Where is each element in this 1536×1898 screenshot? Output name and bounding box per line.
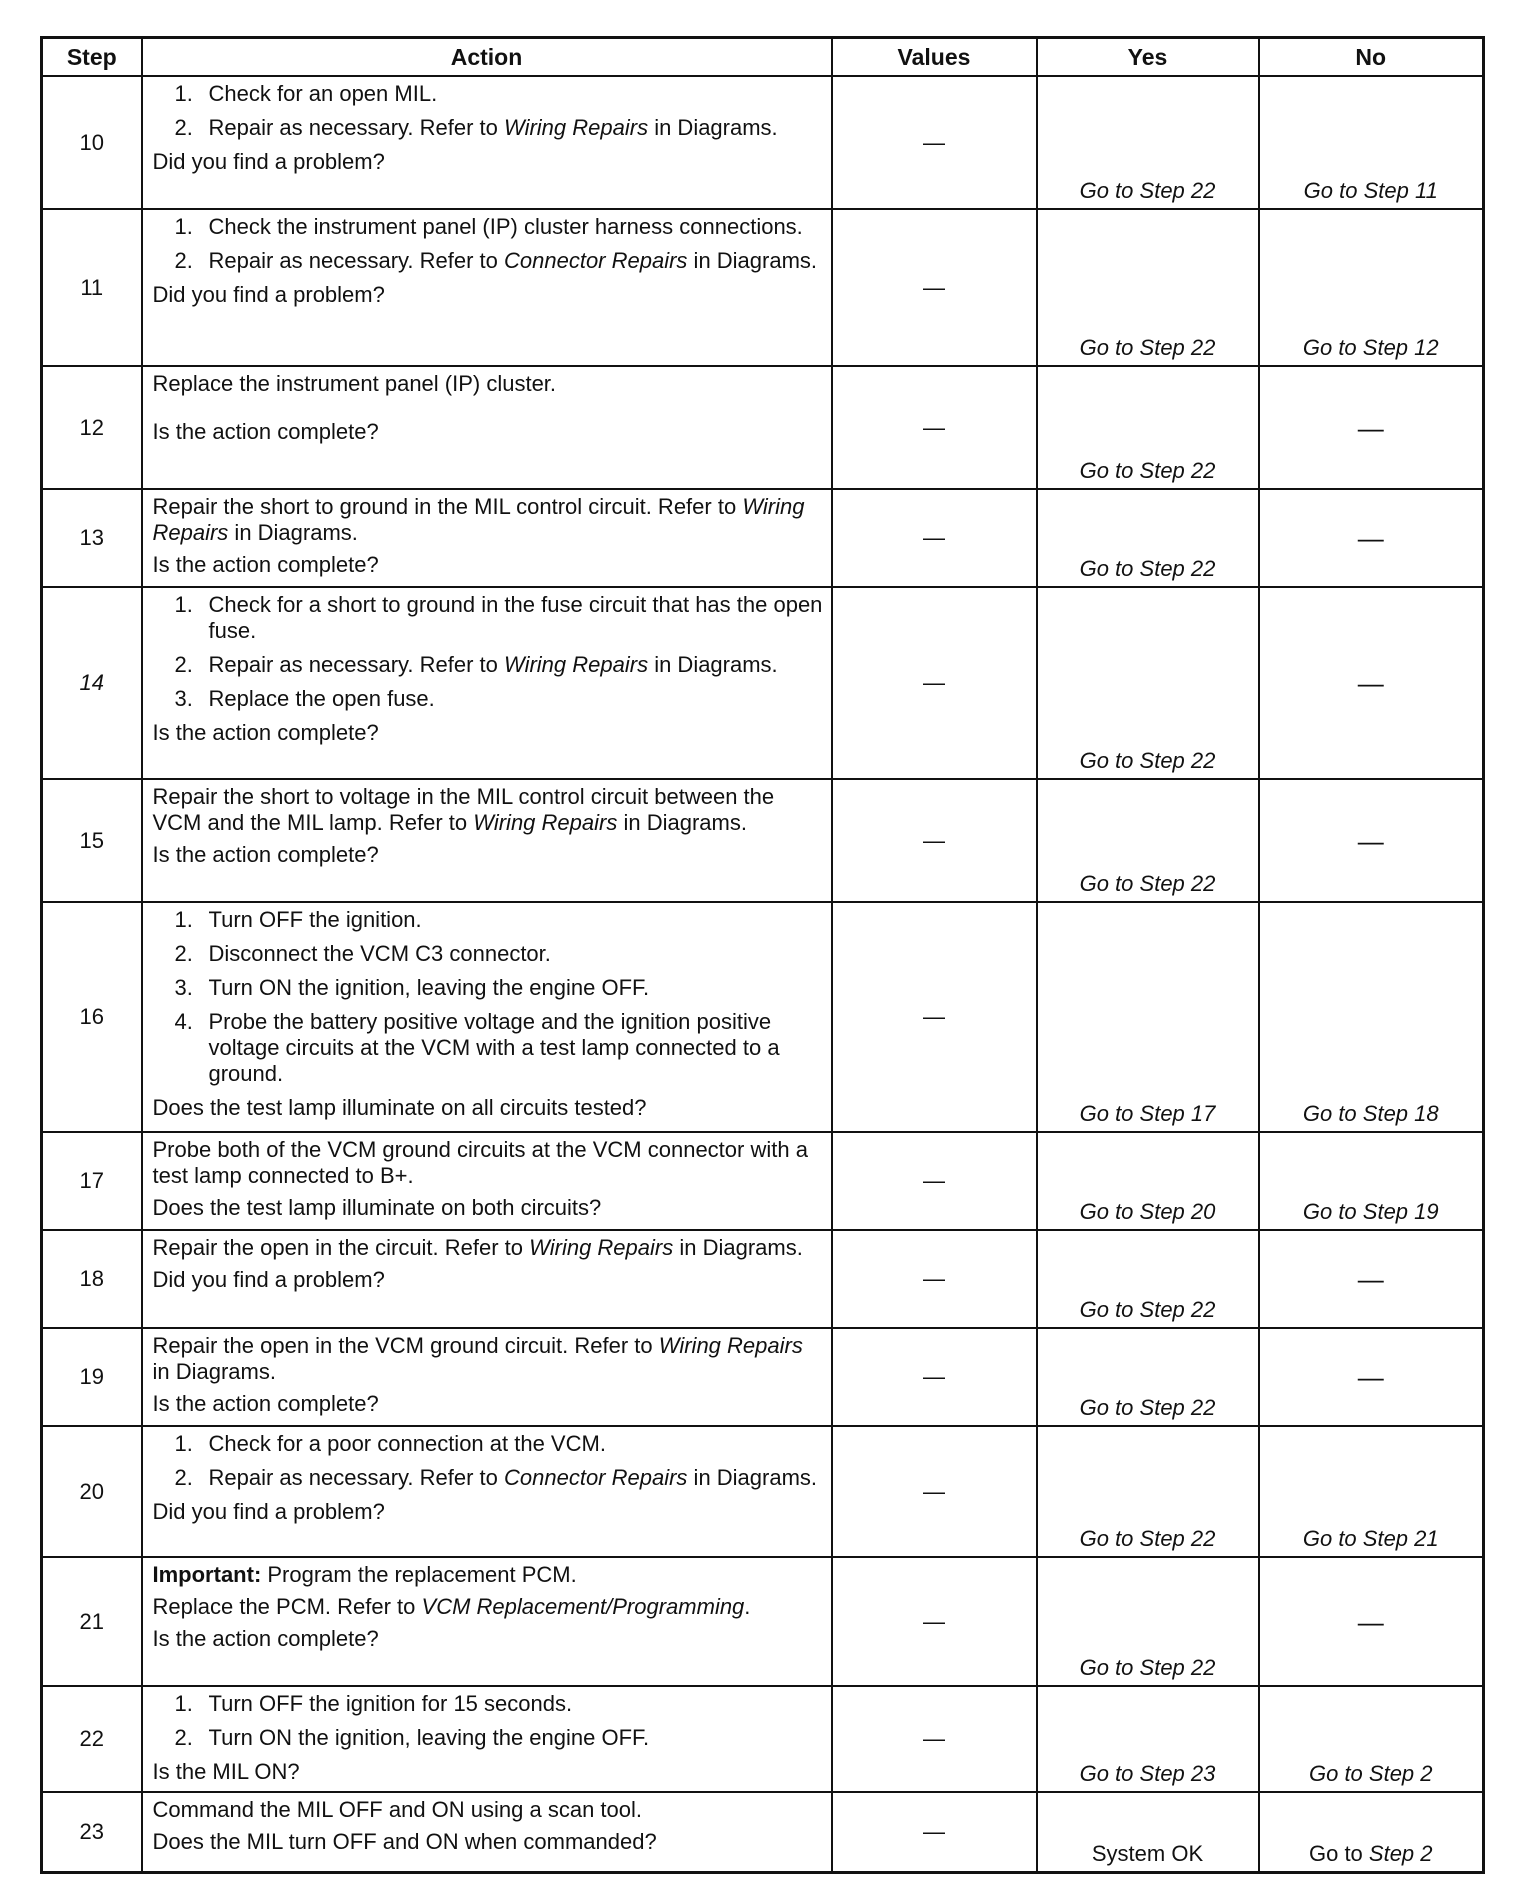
yes-cell	[1037, 1230, 1259, 1328]
reference-link-text: Connector Repairs	[504, 1465, 688, 1490]
action-text: in Diagrams.	[687, 248, 818, 273]
action-steps-list	[153, 907, 825, 1087]
action-step-text	[209, 1691, 825, 1717]
yes-result: Go to Step 20	[1079, 1199, 1216, 1224]
yes-result: Go to Step 22	[1079, 1526, 1216, 1551]
action-step-text	[209, 1431, 825, 1457]
no-cell	[1259, 1230, 1484, 1328]
yes-cell	[1037, 1426, 1259, 1557]
action-step-item	[153, 115, 825, 141]
action-step-number: 3.	[174, 975, 193, 1000]
action-cell	[142, 779, 832, 902]
action-text: Disconnect the VCM C3 connector.	[208, 941, 551, 966]
action-text: Repair the open in the VCM ground circuit. Refer to	[152, 1333, 659, 1358]
action-steps-list	[153, 81, 825, 141]
action-step-text	[209, 81, 825, 107]
yes-cell	[1037, 779, 1259, 902]
yes-cell	[1037, 587, 1259, 779]
action-cell	[142, 1426, 832, 1557]
table-row	[42, 1792, 1484, 1872]
action-text: Repair as necessary. Refer to	[208, 248, 504, 273]
header-no: No	[1259, 38, 1484, 77]
action-step-text	[209, 1725, 825, 1751]
action-step-number: 1.	[174, 1691, 193, 1716]
action-step-text	[209, 975, 825, 1001]
action-cell	[142, 366, 832, 489]
step-number: 10	[42, 76, 142, 209]
header-step: Step	[42, 38, 142, 77]
action-text: Check the instrument panel (IP) cluster harness connections.	[208, 214, 803, 239]
action-text: Replace the instrument panel (IP) cluster.	[152, 371, 557, 396]
table-row	[42, 1426, 1484, 1557]
yes-cell	[1037, 489, 1259, 587]
action-text: Turn ON the ignition, leaving the engine OFF.	[208, 1725, 650, 1750]
action-text: Turn ON the ignition, leaving the engine OFF.	[208, 975, 650, 1000]
action-paragraph	[153, 1235, 825, 1261]
step-number: 21	[42, 1557, 142, 1686]
action-paragraph	[153, 1797, 825, 1823]
action-step-item	[153, 907, 825, 933]
values-cell: —	[832, 366, 1037, 489]
no-cell	[1259, 366, 1484, 489]
values-cell: —	[832, 902, 1037, 1132]
table-row	[42, 779, 1484, 902]
action-step-number: 1.	[174, 81, 193, 106]
action-cell	[142, 1230, 832, 1328]
header-action: Action	[142, 38, 832, 77]
no-result-dash: —	[1357, 1606, 1384, 1637]
step-number: 17	[42, 1132, 142, 1230]
header-yes: Yes	[1037, 38, 1259, 77]
no-result-dash: —	[1357, 1264, 1384, 1294]
reference-link-text: Wiring Repairs	[473, 810, 618, 835]
no-result-dash: —	[1357, 1362, 1384, 1392]
no-cell	[1259, 76, 1484, 209]
action-step-number: 1.	[174, 214, 193, 239]
action-step-text	[209, 907, 825, 933]
action-step-item	[153, 652, 825, 678]
action-text: in Diagrams.	[617, 810, 747, 835]
yes-result: Go to Step 22	[1079, 335, 1216, 360]
action-text: in Diagrams.	[673, 1235, 803, 1260]
no-cell	[1259, 1328, 1484, 1426]
action-paragraph	[153, 1333, 825, 1385]
reference-link-text: Wiring Repairs	[529, 1235, 674, 1260]
action-step-text	[209, 115, 825, 141]
reference-link-text: VCM Replacement/Programming	[421, 1594, 745, 1619]
action-step-number: 1.	[174, 907, 193, 932]
no-cell	[1259, 1792, 1484, 1872]
step-number: 23	[42, 1792, 142, 1872]
yes-result: Go to Step 22	[1079, 1655, 1216, 1680]
action-text: Command the MIL OFF and ON using a scan tool.	[152, 1797, 643, 1822]
action-step-number: 2.	[174, 115, 193, 140]
action-paragraph	[153, 494, 825, 546]
action-question: Did you find a problem?	[152, 149, 385, 174]
action-step-text	[209, 1009, 825, 1087]
action-step-text	[209, 941, 825, 967]
action-text: Repair the short to voltage in the MIL control circuit between the VCM and the MIL lamp. Refer to	[152, 784, 775, 835]
yes-cell	[1037, 209, 1259, 366]
action-paragraph	[153, 371, 825, 397]
no-result-step: Step 2	[1368, 1840, 1433, 1866]
yes-cell	[1037, 1557, 1259, 1686]
yes-cell	[1037, 76, 1259, 209]
action-step-text	[209, 592, 825, 644]
action-text: Replace the open fuse.	[208, 686, 435, 711]
table-row	[42, 1557, 1484, 1686]
values-cell: —	[832, 1132, 1037, 1230]
action-cell	[142, 1328, 832, 1426]
action-cell	[142, 209, 832, 366]
action-question: Does the MIL turn OFF and ON when commanded?	[152, 1829, 657, 1854]
yes-result: Go to Step 22	[1079, 556, 1216, 581]
step-number: 11	[42, 209, 142, 366]
action-text: Check for an open MIL.	[208, 81, 438, 106]
values-cell: —	[832, 1230, 1037, 1328]
step-number: 20	[42, 1426, 142, 1557]
action-text: Check for a short to ground in the fuse circuit that has the open fuse.	[208, 592, 823, 643]
no-cell	[1259, 1132, 1484, 1230]
action-text: in Diagrams.	[648, 115, 778, 140]
action-text: in Diagrams.	[228, 520, 358, 545]
values-cell: —	[832, 489, 1037, 587]
action-question: Did you find a problem?	[152, 1267, 385, 1292]
action-step-text	[209, 652, 825, 678]
action-step-number: 3.	[174, 686, 193, 711]
action-question: Is the action complete?	[152, 552, 379, 577]
action-step-item	[153, 1465, 825, 1491]
no-cell	[1259, 587, 1484, 779]
action-question: Is the action complete?	[152, 720, 379, 745]
step-number: 19	[42, 1328, 142, 1426]
important-text: Program the replacement PCM.	[261, 1562, 577, 1587]
no-result	[1260, 1841, 1483, 1867]
action-step-item	[153, 941, 825, 967]
reference-link-text: Wiring Repairs	[504, 115, 649, 140]
action-step-item	[153, 214, 825, 240]
action-text: in Diagrams.	[687, 1465, 818, 1490]
no-result: Go to Step 2	[1308, 1761, 1433, 1786]
table-row	[42, 1328, 1484, 1426]
yes-result: Go to Step 22	[1079, 178, 1216, 203]
values-cell: —	[832, 779, 1037, 902]
action-text: Turn OFF the ignition for 15 seconds.	[208, 1691, 573, 1716]
action-cell	[142, 76, 832, 209]
no-result-dash: —	[1357, 825, 1384, 856]
yes-cell	[1037, 366, 1259, 489]
action-step-item	[153, 248, 825, 274]
action-step-number: 2.	[174, 652, 193, 677]
values-cell: —	[832, 1557, 1037, 1686]
header-row	[42, 38, 1484, 77]
action-step-number: 1.	[174, 1431, 193, 1456]
action-step-text	[209, 214, 825, 240]
action-step-text	[209, 686, 825, 712]
action-text: in Diagrams.	[152, 1359, 276, 1384]
action-text: Turn OFF the ignition.	[208, 907, 422, 932]
yes-result: Go to Step 17	[1079, 1101, 1216, 1126]
no-result-dash: —	[1357, 412, 1384, 443]
action-question: Is the action complete?	[152, 1391, 379, 1416]
no-cell	[1259, 209, 1484, 366]
yes-cell	[1037, 1686, 1259, 1792]
yes-result: Go to Step 22	[1079, 458, 1216, 483]
step-number: 13	[42, 489, 142, 587]
action-paragraph	[153, 1594, 825, 1620]
action-text: .	[744, 1594, 751, 1619]
action-text: Repair as necessary. Refer to	[208, 115, 504, 140]
action-question: Does the test lamp illuminate on all circuits tested?	[152, 1095, 647, 1120]
action-cell	[142, 587, 832, 779]
important-label: Important:	[152, 1562, 262, 1587]
action-text: Probe both of the VCM ground circuits at the VCM connector with a test lamp connected to B+.	[152, 1137, 808, 1188]
values-cell: —	[832, 1686, 1037, 1792]
action-cell	[142, 489, 832, 587]
yes-result: Go to Step 22	[1079, 1297, 1216, 1322]
action-question: Does the test lamp illuminate on both circuits?	[152, 1195, 602, 1220]
action-steps-list	[153, 592, 825, 712]
step-number: 22	[42, 1686, 142, 1792]
action-steps-list	[153, 1431, 825, 1491]
reference-link-text: Wiring Repairs	[152, 494, 805, 545]
action-text: Check for a poor connection at the VCM.	[208, 1431, 606, 1456]
diagnostic-table-sheet	[40, 36, 1482, 1874]
action-step-number: 2.	[174, 248, 193, 273]
action-question: Is the action complete?	[152, 1626, 379, 1651]
action-question: Did you find a problem?	[152, 1499, 385, 1524]
yes-result: Go to Step 22	[1079, 1395, 1216, 1420]
no-result: Go to Step 11	[1303, 178, 1438, 203]
values-cell: —	[832, 1328, 1037, 1426]
values-cell: —	[832, 1426, 1037, 1557]
action-question: Is the MIL ON?	[152, 1759, 300, 1784]
action-question: Is the action complete?	[152, 842, 379, 867]
yes-result: System OK	[1091, 1840, 1204, 1866]
action-step-item	[153, 1691, 825, 1717]
table-row	[42, 366, 1484, 489]
action-text: Probe the battery positive voltage and the ignition positive voltage circuits at the VCM with a test lamp connected to a ground.	[208, 1009, 780, 1086]
action-step-item	[153, 1431, 825, 1457]
no-result: Go to Step 18	[1302, 1101, 1439, 1126]
action-text: Repair the open in the circuit. Refer to	[152, 1235, 530, 1260]
no-cell	[1259, 489, 1484, 587]
action-cell	[142, 1557, 832, 1686]
action-cell	[142, 1792, 832, 1872]
action-paragraph	[153, 1137, 825, 1189]
action-step-text	[209, 1465, 825, 1491]
action-step-number: 2.	[174, 941, 193, 966]
yes-cell	[1037, 1132, 1259, 1230]
action-text: Repair as necessary. Refer to	[208, 1465, 504, 1490]
step-number: 18	[42, 1230, 142, 1328]
action-cell	[142, 1686, 832, 1792]
action-step-item	[153, 592, 825, 644]
no-result: Go to Step 21	[1302, 1526, 1439, 1551]
diagnostic-table	[40, 36, 1485, 1874]
yes-cell	[1037, 1328, 1259, 1426]
table-row	[42, 209, 1484, 366]
step-number: 16	[42, 902, 142, 1132]
values-cell: —	[832, 1792, 1037, 1872]
action-steps-list	[153, 214, 825, 274]
important-note	[153, 1562, 825, 1588]
reference-link-text: Wiring Repairs	[658, 1333, 803, 1358]
action-step-item	[153, 1725, 825, 1751]
action-text: in Diagrams.	[648, 652, 778, 677]
values-cell: —	[832, 76, 1037, 209]
table-row	[42, 902, 1484, 1132]
action-step-text	[209, 248, 825, 274]
no-result: Go to Step 12	[1302, 335, 1439, 360]
action-step-number: 4.	[174, 1009, 193, 1034]
yes-result: Go to Step 22	[1079, 748, 1216, 773]
yes-result: Go to Step 23	[1079, 1761, 1216, 1786]
action-paragraph	[153, 784, 825, 836]
values-cell: —	[832, 209, 1037, 366]
action-step-item	[153, 975, 825, 1001]
step-number: 15	[42, 779, 142, 902]
action-step-number: 2.	[174, 1465, 193, 1490]
step-number: 12	[42, 366, 142, 489]
action-text: Replace the PCM. Refer to	[152, 1594, 422, 1619]
no-cell	[1259, 1557, 1484, 1686]
yes-cell	[1037, 902, 1259, 1132]
action-text: Repair the short to ground in the MIL control circuit. Refer to	[152, 494, 743, 519]
step-number: 14	[42, 587, 142, 779]
no-result-prefix: Go to	[1308, 1840, 1369, 1866]
no-cell	[1259, 1686, 1484, 1792]
action-text: Repair as necessary. Refer to	[208, 652, 504, 677]
values-cell: —	[832, 587, 1037, 779]
no-result-dash: —	[1357, 523, 1384, 553]
table-row	[42, 489, 1484, 587]
action-cell	[142, 1132, 832, 1230]
action-steps-list	[153, 1691, 825, 1751]
action-question: Did you find a problem?	[152, 282, 385, 307]
no-cell	[1259, 1426, 1484, 1557]
table-row	[42, 1132, 1484, 1230]
action-step-item	[153, 81, 825, 107]
action-question: Is the action complete?	[152, 419, 379, 444]
table-row	[42, 1230, 1484, 1328]
table-row	[42, 1686, 1484, 1792]
no-result: Go to Step 19	[1302, 1199, 1439, 1224]
action-cell	[142, 902, 832, 1132]
no-cell	[1259, 779, 1484, 902]
table-row	[42, 587, 1484, 779]
no-cell	[1259, 902, 1484, 1132]
action-step-number: 1.	[174, 592, 193, 617]
table-body	[42, 76, 1484, 1872]
action-step-item	[153, 1009, 825, 1087]
header-values: Values	[832, 38, 1037, 77]
reference-link-text: Wiring Repairs	[504, 652, 649, 677]
yes-result: Go to Step 22	[1079, 871, 1216, 896]
table-row	[42, 76, 1484, 209]
yes-cell	[1037, 1792, 1259, 1872]
action-step-item	[153, 686, 825, 712]
reference-link-text: Connector Repairs	[504, 248, 688, 273]
no-result-dash: —	[1357, 668, 1384, 698]
action-step-number: 2.	[174, 1725, 193, 1750]
